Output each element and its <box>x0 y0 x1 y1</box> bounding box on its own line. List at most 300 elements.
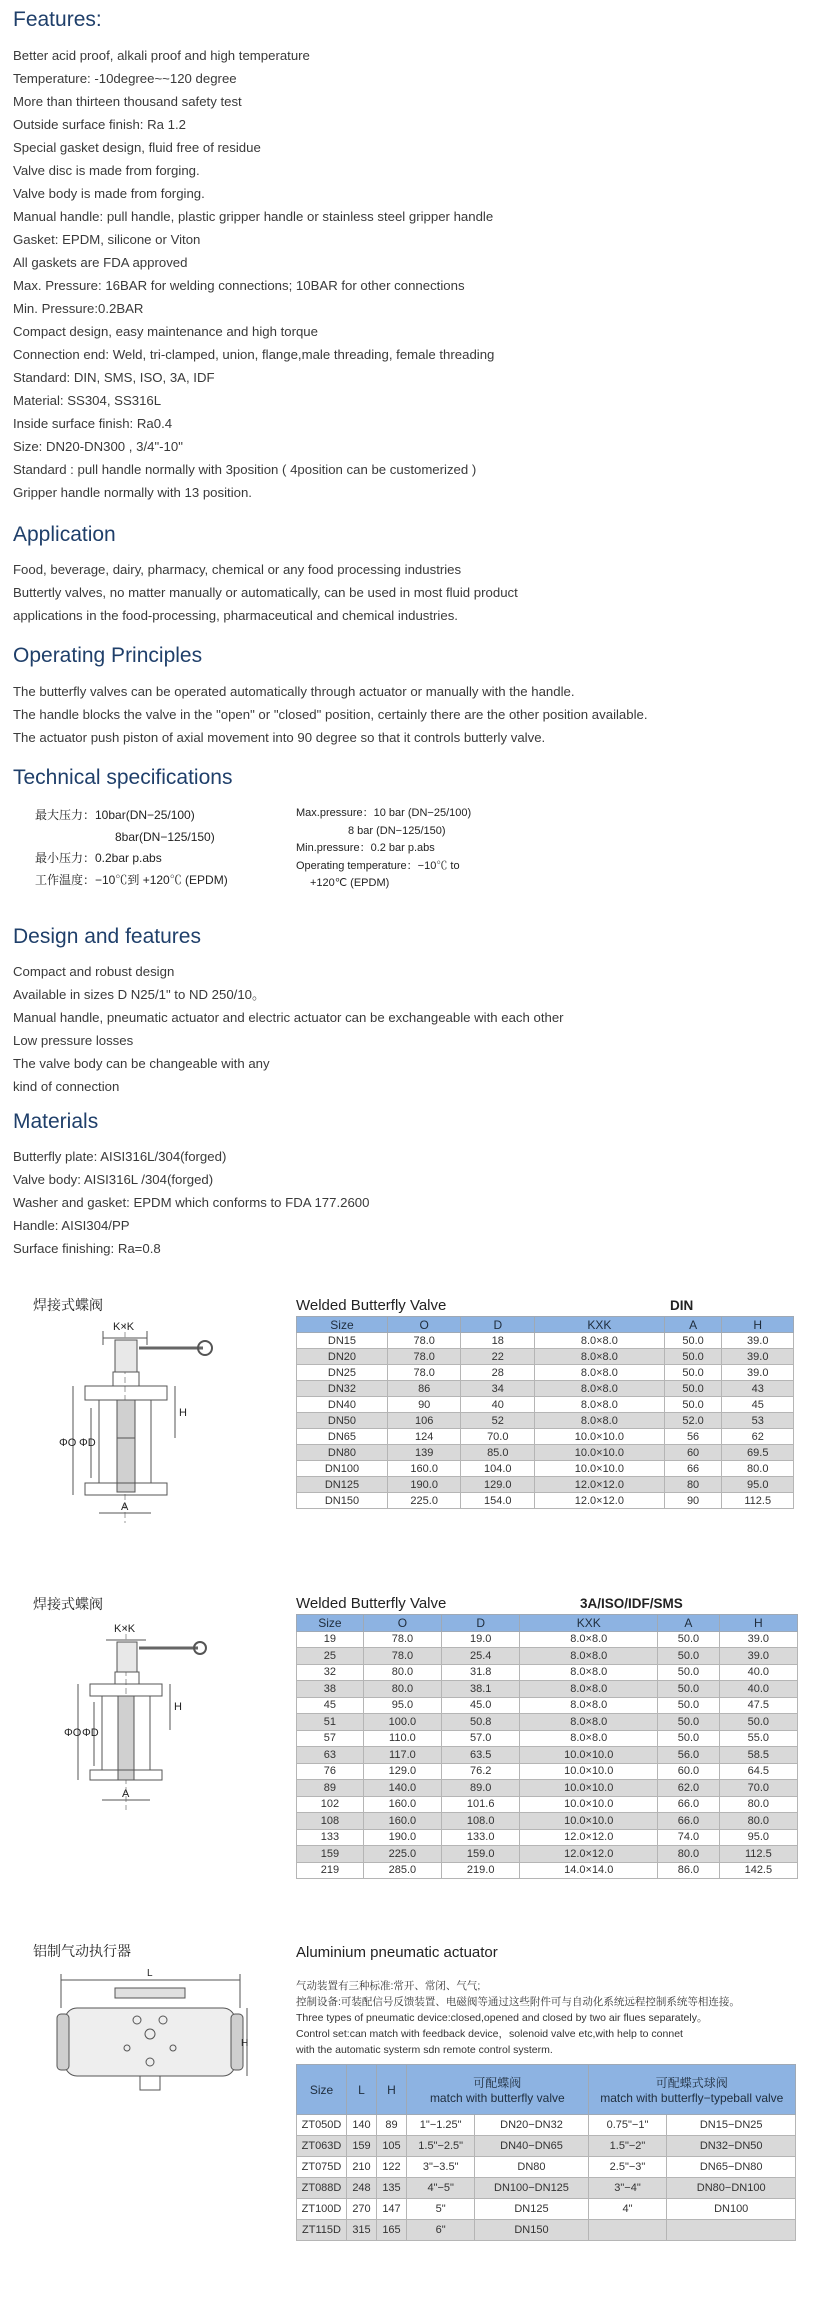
table-cell: 142.5 <box>719 1862 797 1879</box>
spec-cn-line: 8bar(DN−125/150) <box>115 829 215 844</box>
table-cell: 110.0 <box>363 1730 441 1747</box>
column-header: A <box>658 1615 720 1632</box>
table-cell: 89 <box>297 1780 364 1797</box>
table-cell: 2.5"−3" <box>588 2157 667 2178</box>
table-row <box>297 2115 796 2136</box>
application-text <box>13 558 813 627</box>
table-cell: 39.0 <box>719 1648 797 1665</box>
spec-en-line: Min.pressure：0.2 bar p.abs <box>296 842 435 854</box>
table-cell: 50.0 <box>664 1333 722 1349</box>
table-cell: 80.0 <box>363 1664 441 1681</box>
features-line: Standard : pull handle normally with 3position ( 4position can be customerized ) <box>13 462 477 477</box>
operating-line: The handle blocks the valve in the "open" or "closed" position, certainly there are the other position available. <box>13 707 648 722</box>
column-header: Size <box>297 1317 388 1333</box>
table-cell: 210 <box>347 2157 377 2178</box>
header-butterfly-en: match with butterfly valve <box>429 2091 565 2105</box>
materials-line: Washer and gasket: EPDM which conforms to FDA 177.2600 <box>13 1195 370 1210</box>
features-line: Compact design, easy maintenance and high torque <box>13 324 318 339</box>
table-cell: DN100 <box>297 1461 388 1477</box>
table-cell: 3"−3.5" <box>407 2157 475 2178</box>
table-cell: 69.5 <box>722 1445 794 1461</box>
table-cell: 50.0 <box>664 1365 722 1381</box>
table-cell: 58.5 <box>719 1747 797 1764</box>
table-cell: 133 <box>297 1829 364 1846</box>
table-cell: 28 <box>461 1365 535 1381</box>
table-cell: 105 <box>377 2136 407 2157</box>
table-cell: 50.0 <box>664 1397 722 1413</box>
table-cell: 51 <box>297 1714 364 1731</box>
features-line: Inside surface finish: Ra0.4 <box>13 416 173 431</box>
table-cell: 43 <box>722 1381 794 1397</box>
table-cell: 12.0×12.0 <box>520 1846 658 1863</box>
table-cell: DN80−DN100 <box>667 2178 796 2199</box>
features-line: Special gasket design, fluid free of residue <box>13 140 261 155</box>
actuator-desc-line: Control set:can match with feedback device，solenoid valve etc,with help to connet <box>296 2028 683 2040</box>
table-cell: 95.0 <box>719 1829 797 1846</box>
materials-text <box>13 1145 813 1260</box>
table-cell: 108.0 <box>442 1813 520 1830</box>
features-line: Standard: DIN, SMS, ISO, 3A, IDF <box>13 370 215 385</box>
table-cell: ZT075D <box>297 2157 347 2178</box>
table-cell: 64.5 <box>719 1763 797 1780</box>
table-cell: DN20 <box>297 1349 388 1365</box>
design-title: Design and features <box>13 925 201 948</box>
actuator-desc-line: with the automatic systerm sdn remote control systerm. <box>296 2044 553 2056</box>
actuator-table <box>296 2064 796 2241</box>
operating-line: The butterfly valves can be operated automatically through actuator or manually with the handle. <box>13 684 575 699</box>
header-butterfly-cn: 可配蝶阀 <box>473 2076 522 2090</box>
table-cell: 108 <box>297 1813 364 1830</box>
table-cell: 95.0 <box>363 1697 441 1714</box>
table-cell: ZT115D <box>297 2220 347 2241</box>
table-cell: 159 <box>347 2136 377 2157</box>
features-line: Size: DN20-DN300 , 3/4"-10" <box>13 439 183 454</box>
table-cell: 101.6 <box>442 1796 520 1813</box>
table-cell: 8.0×8.0 <box>520 1631 658 1648</box>
table-cell: 85.0 <box>461 1445 535 1461</box>
design-text <box>13 960 813 1098</box>
table-cell: 10.0×10.0 <box>520 1747 658 1764</box>
table-cell: 62 <box>722 1429 794 1445</box>
table-cell: 8.0×8.0 <box>520 1697 658 1714</box>
table-cell: 160.0 <box>363 1813 441 1830</box>
table-row <box>297 1477 794 1493</box>
table-row <box>297 2136 796 2157</box>
table-cell: DN15−DN25 <box>667 2115 796 2136</box>
table-cell: 112.5 <box>719 1846 797 1863</box>
table-cell: 76 <box>297 1763 364 1780</box>
din-caption-cn: 焊接式蝶阀 <box>33 1297 103 1313</box>
3a-table-title: Welded Butterfly Valve <box>296 1595 447 1612</box>
table-cell: 165 <box>377 2220 407 2241</box>
header-ball-en: match with butterfly−typeball valve <box>600 2091 784 2105</box>
table-row <box>297 1714 798 1731</box>
application-line: applications in the food-processing, pharmaceutical and chemical industries. <box>13 608 458 623</box>
features-line: Temperature: -10degree~~120 degree <box>13 71 237 86</box>
table-cell: DN40−DN65 <box>475 2136 588 2157</box>
table-cell: 56.0 <box>658 1747 720 1764</box>
table-cell: 10.0×10.0 <box>535 1445 665 1461</box>
table-cell: 8.0×8.0 <box>535 1333 665 1349</box>
table-cell: 8.0×8.0 <box>520 1714 658 1731</box>
table-cell: 106 <box>387 1413 461 1429</box>
table-cell: 40.0 <box>719 1681 797 1698</box>
table-cell: 129.0 <box>461 1477 535 1493</box>
table-cell: 19.0 <box>442 1631 520 1648</box>
table-cell: 10.0×10.0 <box>520 1780 658 1797</box>
column-header: KXK <box>520 1615 658 1632</box>
table-cell: DN40 <box>297 1397 388 1413</box>
table-row <box>297 1697 798 1714</box>
features-line: Max. Pressure: 16BAR for welding connections; 10BAR for other connections <box>13 278 465 293</box>
din-dimension-table <box>296 1316 794 1509</box>
table-cell: 80.0 <box>363 1681 441 1698</box>
table-cell: 53 <box>722 1413 794 1429</box>
table-cell: DN100 <box>667 2199 796 2220</box>
3a-h-label: H <box>174 1701 182 1713</box>
table-cell: 14.0×14.0 <box>520 1862 658 1879</box>
table-row <box>297 1747 798 1764</box>
table-row <box>297 1681 798 1698</box>
table-cell: DN25 <box>297 1365 388 1381</box>
features-list <box>13 44 813 504</box>
table-cell: 90 <box>387 1397 461 1413</box>
table-cell: 40.0 <box>719 1664 797 1681</box>
table-cell: 70.0 <box>461 1429 535 1445</box>
3a-d-label: ΦD <box>82 1727 99 1739</box>
table-cell: 248 <box>347 2178 377 2199</box>
materials-line: Butterfly plate: AISI316L/304(forged) <box>13 1149 227 1164</box>
table-cell: 10.0×10.0 <box>520 1763 658 1780</box>
3a-valve-drawing <box>60 1620 230 1815</box>
application-line: Buttertly valves, no matter manually or automatically, can be used in most fluid product <box>13 585 518 600</box>
operating-line: The actuator push piston of axial movement into 90 degree so that it controls butterly valve. <box>13 730 546 745</box>
spec-en-line: +120℃ (EPDM) <box>310 877 390 889</box>
table-cell: 0.75"−1" <box>588 2115 667 2136</box>
table-row <box>297 1413 794 1429</box>
3a-caption-cn: 焊接式蝶阀 <box>33 1596 103 1612</box>
table-row <box>297 1493 794 1509</box>
features-line: Outside surface finish: Ra 1.2 <box>13 117 186 132</box>
table-cell: 159.0 <box>442 1846 520 1863</box>
header-butterfly <box>407 2065 589 2115</box>
table-cell: ZT063D <box>297 2136 347 2157</box>
table-cell: 50.0 <box>658 1714 720 1731</box>
table-cell: 80.0 <box>719 1813 797 1830</box>
application-line: Food, beverage, dairy, pharmacy, chemical or any food processing industries <box>13 562 462 577</box>
table-cell: DN100−DN125 <box>475 2178 588 2199</box>
materials-title: Materials <box>13 1110 99 1133</box>
table-cell: 8.0×8.0 <box>520 1648 658 1665</box>
table-cell: 135 <box>377 2178 407 2199</box>
table-cell: 25 <box>297 1648 364 1665</box>
table-cell: 8.0×8.0 <box>520 1664 658 1681</box>
table-cell: 31.8 <box>442 1664 520 1681</box>
table-cell: 117.0 <box>363 1747 441 1764</box>
table-cell: 50.0 <box>719 1714 797 1731</box>
features-line: Gasket: EPDM, silicone or Viton <box>13 232 201 247</box>
column-header: KXK <box>535 1317 665 1333</box>
table-cell: 10.0×10.0 <box>535 1429 665 1445</box>
operating-title: Operating Principles <box>13 644 203 667</box>
features-line: Min. Pressure:0.2BAR <box>13 301 144 316</box>
column-header: H <box>719 1615 797 1632</box>
table-cell: 10.0×10.0 <box>535 1461 665 1477</box>
column-header: H <box>722 1317 794 1333</box>
column-header: D <box>442 1615 520 1632</box>
table-cell: 50.0 <box>664 1349 722 1365</box>
design-line: Low pressure losses <box>13 1033 134 1048</box>
table-cell: DN65−DN80 <box>667 2157 796 2178</box>
design-line: Manual handle, pneumatic actuator and electric actuator can be exchangeable with each other <box>13 1010 564 1025</box>
table-cell: DN65 <box>297 1429 388 1445</box>
table-cell: 63.5 <box>442 1747 520 1764</box>
table-cell: 39.0 <box>722 1365 794 1381</box>
din-h-label: H <box>179 1407 187 1419</box>
table-row <box>297 1813 798 1830</box>
table-cell: 78.0 <box>387 1349 461 1365</box>
table-cell: 10.0×10.0 <box>520 1796 658 1813</box>
table-cell: 78.0 <box>387 1333 461 1349</box>
features-line: Material: SS304, SS316L <box>13 393 162 408</box>
features-line: Gripper handle normally with 13 position. <box>13 485 252 500</box>
table-cell: 89.0 <box>442 1780 520 1797</box>
table-cell: 86.0 <box>658 1862 720 1879</box>
table-cell: 78.0 <box>363 1648 441 1665</box>
table-row <box>297 2178 796 2199</box>
table-cell: 139 <box>387 1445 461 1461</box>
features-line: Connection end: Weld, tri-clamped, union, flange,male threading, female threading <box>13 347 495 362</box>
table-row <box>297 1796 798 1813</box>
table-cell: 66.0 <box>658 1813 720 1830</box>
spec-cn-line: 最大压力：10bar(DN−25/100) <box>35 808 195 822</box>
actuator-description <box>296 1978 740 2058</box>
header-size: Size <box>297 2065 347 2115</box>
table-cell: 63 <box>297 1747 364 1764</box>
table-cell: 8.0×8.0 <box>535 1349 665 1365</box>
table-cell: 270 <box>347 2199 377 2220</box>
table-cell: 8.0×8.0 <box>535 1365 665 1381</box>
table-cell: 8.0×8.0 <box>535 1381 665 1397</box>
table-cell: 50.0 <box>658 1697 720 1714</box>
table-cell: 66.0 <box>658 1796 720 1813</box>
features-line: Manual handle: pull handle, plastic gripper handle or stainless steel gripper handle <box>13 209 494 224</box>
spec-en-line: 8 bar (DN−125/150) <box>348 824 446 837</box>
table-cell: 154.0 <box>461 1493 535 1509</box>
header-ball <box>588 2065 795 2115</box>
table-row <box>297 1381 794 1397</box>
table-cell: 50.0 <box>664 1381 722 1397</box>
table-cell: 95.0 <box>722 1477 794 1493</box>
table-row <box>297 1846 798 1863</box>
table-cell: 225.0 <box>363 1846 441 1863</box>
table-cell: 12.0×12.0 <box>535 1477 665 1493</box>
table-cell: 190.0 <box>387 1477 461 1493</box>
table-row <box>297 1365 794 1381</box>
table-cell: 4" <box>588 2199 667 2220</box>
table-cell: 102 <box>297 1796 364 1813</box>
table-cell: 25.4 <box>442 1648 520 1665</box>
table-cell: 80.0 <box>658 1846 720 1863</box>
actuator-title: Aluminium pneumatic actuator <box>296 1944 498 1961</box>
table-cell: 112.5 <box>722 1493 794 1509</box>
operating-text <box>13 680 813 749</box>
design-line: The valve body can be changeable with any <box>13 1056 270 1071</box>
table-row <box>297 2157 796 2178</box>
table-header-row <box>297 2065 796 2115</box>
table-cell: 52.0 <box>664 1413 722 1429</box>
table-row <box>297 1763 798 1780</box>
3a-dimension-table <box>296 1614 798 1879</box>
table-cell: 38.1 <box>442 1681 520 1698</box>
header-ball-cn: 可配蝶式球阀 <box>655 2076 728 2090</box>
table-cell: 34 <box>461 1381 535 1397</box>
din-table-title: Welded Butterfly Valve <box>296 1297 447 1314</box>
table-cell: DN150 <box>475 2220 588 2241</box>
table-cell: 55.0 <box>719 1730 797 1747</box>
table-cell: 52 <box>461 1413 535 1429</box>
table-cell: 8.0×8.0 <box>520 1730 658 1747</box>
table-cell: 50.0 <box>658 1681 720 1698</box>
table-cell: 76.2 <box>442 1763 520 1780</box>
actuator-h-label: H <box>241 2038 249 2049</box>
table-cell: 100.0 <box>363 1714 441 1731</box>
table-cell: 3"−4" <box>588 2178 667 2199</box>
table-cell: 50.0 <box>658 1664 720 1681</box>
features-line: Valve body is made from forging. <box>13 186 205 201</box>
table-cell: 140.0 <box>363 1780 441 1797</box>
table-row <box>297 1631 798 1648</box>
table-row <box>297 1648 798 1665</box>
table-row <box>297 1730 798 1747</box>
table-cell: 6" <box>407 2220 475 2241</box>
application-title: Application <box>13 523 116 546</box>
table-cell: 78.0 <box>387 1365 461 1381</box>
design-line: kind of connection <box>13 1079 120 1094</box>
features-line: Better acid proof, alkali proof and high temperature <box>13 48 310 63</box>
table-cell: 18 <box>461 1333 535 1349</box>
table-cell: 57 <box>297 1730 364 1747</box>
spec-en-line: Operating temperature：−10℃ to <box>296 859 460 872</box>
table-cell: 159 <box>297 1846 364 1863</box>
table-cell: 80.0 <box>722 1461 794 1477</box>
table-cell: 89 <box>377 2115 407 2136</box>
table-cell: 40 <box>461 1397 535 1413</box>
table-cell: 22 <box>461 1349 535 1365</box>
din-d-label: ΦD <box>79 1437 96 1449</box>
table-cell: DN125 <box>475 2199 588 2220</box>
spec-cn-line: 工作温度：−10℃到 +120℃ (EPDM) <box>35 872 228 887</box>
table-cell: 60 <box>664 1445 722 1461</box>
table-cell: 147 <box>377 2199 407 2220</box>
table-cell: 78.0 <box>363 1631 441 1648</box>
spec-cn-line: 最小压力：0.2bar p.abs <box>35 851 162 865</box>
table-row <box>297 1429 794 1445</box>
design-line: Compact and robust design <box>13 964 175 979</box>
features-line: More than thirteen thousand safety test <box>13 94 242 109</box>
table-cell: 45.0 <box>442 1697 520 1714</box>
table-cell: DN150 <box>297 1493 388 1509</box>
table-cell: 124 <box>387 1429 461 1445</box>
table-cell: 32 <box>297 1664 364 1681</box>
table-cell: 219.0 <box>442 1862 520 1879</box>
features-line: All gaskets are FDA approved <box>13 255 188 270</box>
table-cell: 315 <box>347 2220 377 2241</box>
table-row <box>297 1445 794 1461</box>
table-cell: 38 <box>297 1681 364 1698</box>
table-cell: 225.0 <box>387 1493 461 1509</box>
table-cell: 133.0 <box>442 1829 520 1846</box>
table-cell: 50.0 <box>658 1730 720 1747</box>
table-cell: 74.0 <box>658 1829 720 1846</box>
table-cell: DN125 <box>297 1477 388 1493</box>
table-cell: 1.5"−2" <box>588 2136 667 2157</box>
table-cell: 8.0×8.0 <box>535 1413 665 1429</box>
table-row <box>297 1862 798 1879</box>
table-cell: 104.0 <box>461 1461 535 1477</box>
table-cell: 1.5"−2.5" <box>407 2136 475 2157</box>
materials-line: Handle: AISI304/PP <box>13 1218 130 1233</box>
table-cell: 190.0 <box>363 1829 441 1846</box>
table-cell: 47.5 <box>719 1697 797 1714</box>
table-cell: 8.0×8.0 <box>520 1681 658 1698</box>
table-cell: 60.0 <box>658 1763 720 1780</box>
table-cell: ZT050D <box>297 2115 347 2136</box>
technical-spec-cn <box>35 805 275 891</box>
table-cell: 50.8 <box>442 1714 520 1731</box>
table-cell: 45 <box>722 1397 794 1413</box>
spec-en-line: Max.pressure：10 bar (DN−25/100) <box>296 807 472 819</box>
table-cell: DN20−DN32 <box>475 2115 588 2136</box>
din-valve-drawing <box>55 1318 235 1528</box>
table-header-row <box>297 1317 794 1333</box>
actuator-l-label: L <box>147 1968 153 1979</box>
table-cell: 50.0 <box>658 1631 720 1648</box>
header-h: H <box>377 2065 407 2115</box>
table-row <box>297 1780 798 1797</box>
column-header: O <box>363 1615 441 1632</box>
table-cell: 19 <box>297 1631 364 1648</box>
table-row <box>297 1461 794 1477</box>
table-row <box>297 1664 798 1681</box>
table-cell: 86 <box>387 1381 461 1397</box>
table-cell: 12.0×12.0 <box>535 1493 665 1509</box>
actuator-desc-line: 气动装置有三种标准:常开、常闭、气气; <box>296 1980 481 1992</box>
table-cell: 5" <box>407 2199 475 2220</box>
actuator-desc-line: 控制设备:可装配信号反馈装置、电磁阀等通过这些附件可与自动化系统远程控制系统等相连接。 <box>296 1996 740 2008</box>
design-line: Available in sizes D N25/1" to ND 250/10。 <box>13 987 266 1002</box>
table-cell: DN80 <box>475 2157 588 2178</box>
materials-line: Valve body: AISI316L /304(forged) <box>13 1172 214 1187</box>
3a-standard-label: 3A/ISO/IDF/SMS <box>580 1596 683 1611</box>
table-row <box>297 2220 796 2241</box>
3a-od-label: ΦO <box>64 1727 82 1739</box>
3a-kxk-label: K×K <box>114 1623 136 1635</box>
3a-a-label: A <box>122 1788 130 1800</box>
technical-title: Technical specifications <box>13 766 233 789</box>
table-cell: 1"−1.25" <box>407 2115 475 2136</box>
table-row <box>297 1349 794 1365</box>
din-od-label: ΦO <box>59 1437 77 1449</box>
table-cell: 219 <box>297 1862 364 1879</box>
table-cell: 39.0 <box>722 1349 794 1365</box>
column-header: Size <box>297 1615 364 1632</box>
table-cell: 39.0 <box>719 1631 797 1648</box>
table-cell: 39.0 <box>722 1333 794 1349</box>
actuator-caption-cn: 铝制气动执行器 <box>33 1943 131 1959</box>
table-cell: 66 <box>664 1461 722 1477</box>
actuator-drawing <box>45 1968 250 2103</box>
